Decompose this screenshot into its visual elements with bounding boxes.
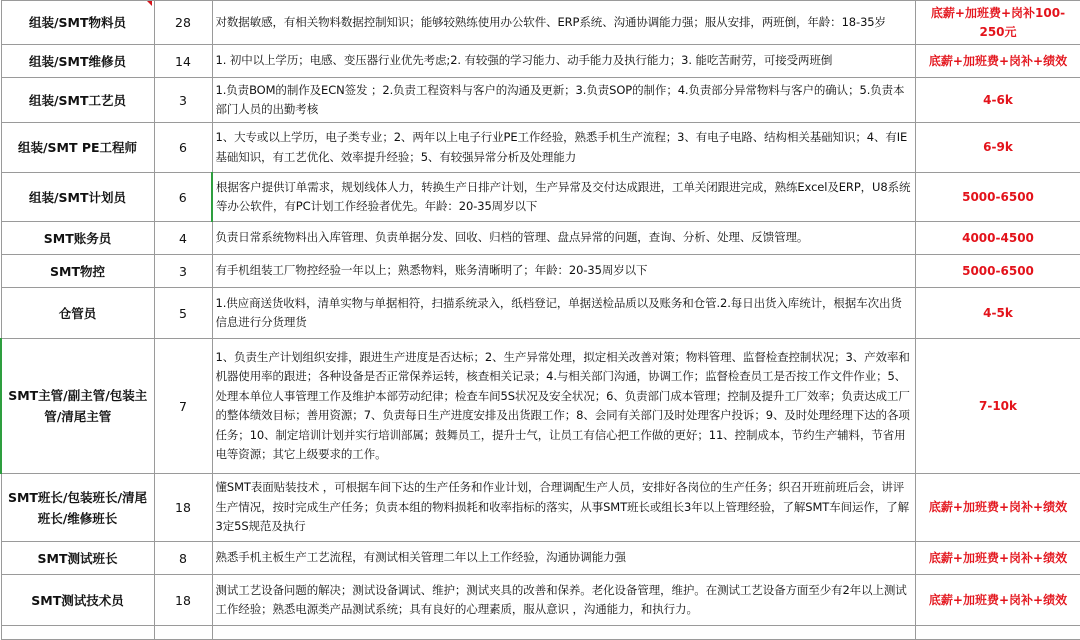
table-row-partial xyxy=(1,626,1080,640)
table-row xyxy=(1,339,1080,474)
table-row xyxy=(1,78,1080,123)
table-row xyxy=(1,222,1080,255)
salary-cell[interactable]: 底薪+加班费+岗补+绩效 xyxy=(915,575,1080,626)
position-cell[interactable]: 组装/SMT工艺员 xyxy=(1,78,154,123)
empty-cell[interactable] xyxy=(1,626,154,640)
count-cell[interactable]: 3 xyxy=(154,78,212,123)
table-row xyxy=(1,288,1080,339)
table-row xyxy=(1,45,1080,78)
table-row xyxy=(1,1,1080,45)
salary-cell[interactable]: 底薪+加班费+岗补+绩效 xyxy=(915,542,1080,575)
salary-cell[interactable]: 底薪+加班费+岗补100-250元 xyxy=(915,1,1080,45)
table-row xyxy=(1,542,1080,575)
requirement-cell[interactable]: 有手机组装工厂物控经验一年以上；熟悉物料，账务清晰明了；年龄：20-35周岁以下 xyxy=(212,255,915,288)
count-cell[interactable]: 14 xyxy=(154,45,212,78)
requirement-cell[interactable]: 根据客户提供订单需求，规划线体人力，转换生产日排产计划，生产异常及交付达成跟进，工单关闭跟进完成，熟练Excel及ERP，U8系统等办公软件，有PC计划工作经验者优先。年龄：20-35周岁以下 xyxy=(212,173,915,222)
position-cell[interactable]: SMT测试班长 xyxy=(1,542,154,575)
position-cell[interactable]: 仓管员 xyxy=(1,288,154,339)
position-cell[interactable]: SMT测试技术员 xyxy=(1,575,154,626)
salary-cell[interactable]: 4000-4500 xyxy=(915,222,1080,255)
requirement-cell[interactable]: 1、负责生产计划组织安排，跟进生产进度是否达标；2、生产异常处理，拟定相关改善对策；物料管理、监督检查控制状况；3、产效率和机器使用率的跟进；各种设备是否正常保养运转，核查相关记录；4.与相关部门沟通，协调工作；监督检查员工是否按工作文件作业；5、处理本单位人事管理工作及维护本部劳动纪律；检查车间5S状况及安全状况；6、负责部门成本管理；控制及提升工厂效率；负责达成工厂的整体绩效目标；善用资源；7、负责每日生产进度安排及出货跟工作；8、会同有关部门及时处理客户投诉；9、及时处理经理下达的各项任务；10、制定培训计划并实行培训部属；鼓舞员工，提升士气，让员工有信心把工作做的更好；11、控制成本，节约生产辅料，节省用电等资源；其它上级要求的工作。 xyxy=(212,339,915,474)
salary-cell[interactable]: 4-6k xyxy=(915,78,1080,123)
position-cell[interactable]: SMT物控 xyxy=(1,255,154,288)
count-cell[interactable]: 7 xyxy=(154,339,212,474)
count-cell[interactable]: 28 xyxy=(154,1,212,45)
requirement-cell[interactable]: 1.负责BOM的制作及ECN签发 ；2.负责工程资料与客户的沟通及更新；3.负责SOP的制作；4.负责部分异常物料与客户的确认；5.负责本部门人员的出勤考核 xyxy=(212,78,915,123)
count-cell[interactable]: 5 xyxy=(154,288,212,339)
empty-cell[interactable] xyxy=(154,626,212,640)
table-row xyxy=(1,173,1080,222)
position-cell[interactable]: SMT班长/包装班长/清尾班长/维修班长 xyxy=(1,474,154,542)
requirement-cell[interactable]: 测试工艺设备问题的解决；测试设备调试、维护；测试夹具的改善和保养。老化设备管理，维护。在测试工艺设备方面至少有2年以上测试工作经验；熟悉电源类产品测试系统；具有良好的心理素质，服从意识 ，沟通能力，和执行力。 xyxy=(212,575,915,626)
salary-cell[interactable]: 6-9k xyxy=(915,123,1080,173)
table-row xyxy=(1,123,1080,173)
position-cell[interactable]: 组装/SMT物料员 xyxy=(1,1,154,45)
requirement-cell[interactable]: 懂SMT表面贴装技术 ，可根据车间下达的生产任务和作业计划，合理调配生产人员，安排好各岗位的生产任务；织召开班前班后会，讲评生产情况，按时完成生产任务；负责本组的物料损耗和收率指标的落实，从事SMT班长或组长3年以上管理经验，了解SMT车间运作，了解3定5S规范及执行 xyxy=(212,474,915,542)
requirement-cell[interactable]: 负责日常系统物料出入库管理、负责单据分发、回收、归档的管理、盘点异常的问题，查询、分析、处理、反馈管理。 xyxy=(212,222,915,255)
salary-cell[interactable]: 5000-6500 xyxy=(915,255,1080,288)
requirement-cell[interactable]: 1、大专或以上学历，电子类专业；2、两年以上电子行业PE工作经验，熟悉手机生产流程；3、有电子电路、结构相关基础知识；4、有IE基础知识，有工艺优化、效率提升经验；5、有较强异常分析及处理能力 xyxy=(212,123,915,173)
count-cell[interactable]: 3 xyxy=(154,255,212,288)
position-cell[interactable]: 组装/SMT维修员 xyxy=(1,45,154,78)
salary-cell[interactable]: 底薪+加班费+岗补+绩效 xyxy=(915,45,1080,78)
count-cell[interactable]: 8 xyxy=(154,542,212,575)
position-cell[interactable]: 组装/SMT计划员 xyxy=(1,173,154,222)
count-cell[interactable]: 18 xyxy=(154,575,212,626)
count-cell[interactable]: 6 xyxy=(154,123,212,173)
salary-cell[interactable]: 4-5k xyxy=(915,288,1080,339)
salary-cell[interactable]: 5000-6500 xyxy=(915,173,1080,222)
count-cell[interactable]: 18 xyxy=(154,474,212,542)
requirement-cell[interactable]: 对数据敏感，有相关物料数据控制知识；能够较熟练使用办公软件、ERP系统、沟通协调能力强；服从安排，两班倒，年龄：18-35岁 xyxy=(212,1,915,45)
empty-cell[interactable] xyxy=(212,626,915,640)
requirement-cell[interactable]: 熟悉手机主板生产工艺流程，有测试相关管理二年以上工作经验，沟通协调能力强 xyxy=(212,542,915,575)
salary-cell[interactable]: 底薪+加班费+岗补+绩效 xyxy=(915,474,1080,542)
position-cell[interactable]: 组装/SMT PE工程师 xyxy=(1,123,154,173)
count-cell[interactable]: 4 xyxy=(154,222,212,255)
position-cell[interactable]: SMT主管/副主管/包装主管/清尾主管 xyxy=(1,339,154,474)
requirement-cell[interactable]: 1. 初中以上学历；电感、变压器行业优先考虑;2. 有较强的学习能力、动手能力及执行能力；3. 能吃苦耐劳，可接受两班倒 xyxy=(212,45,915,78)
position-cell[interactable]: SMT账务员 xyxy=(1,222,154,255)
requirement-cell[interactable]: 1.供应商送货收料，清单实物与单据相符，扫描系统录入，纸档登记，单据送检品质以及账务和仓管.2.每日出货入库统计，根据车次出货信息进行分货理货 xyxy=(212,288,915,339)
table-row xyxy=(1,474,1080,542)
salary-cell[interactable]: 7-10k xyxy=(915,339,1080,474)
table-row xyxy=(1,255,1080,288)
count-cell[interactable]: 6 xyxy=(154,173,212,222)
empty-cell[interactable] xyxy=(915,626,1080,640)
table-row xyxy=(1,575,1080,626)
